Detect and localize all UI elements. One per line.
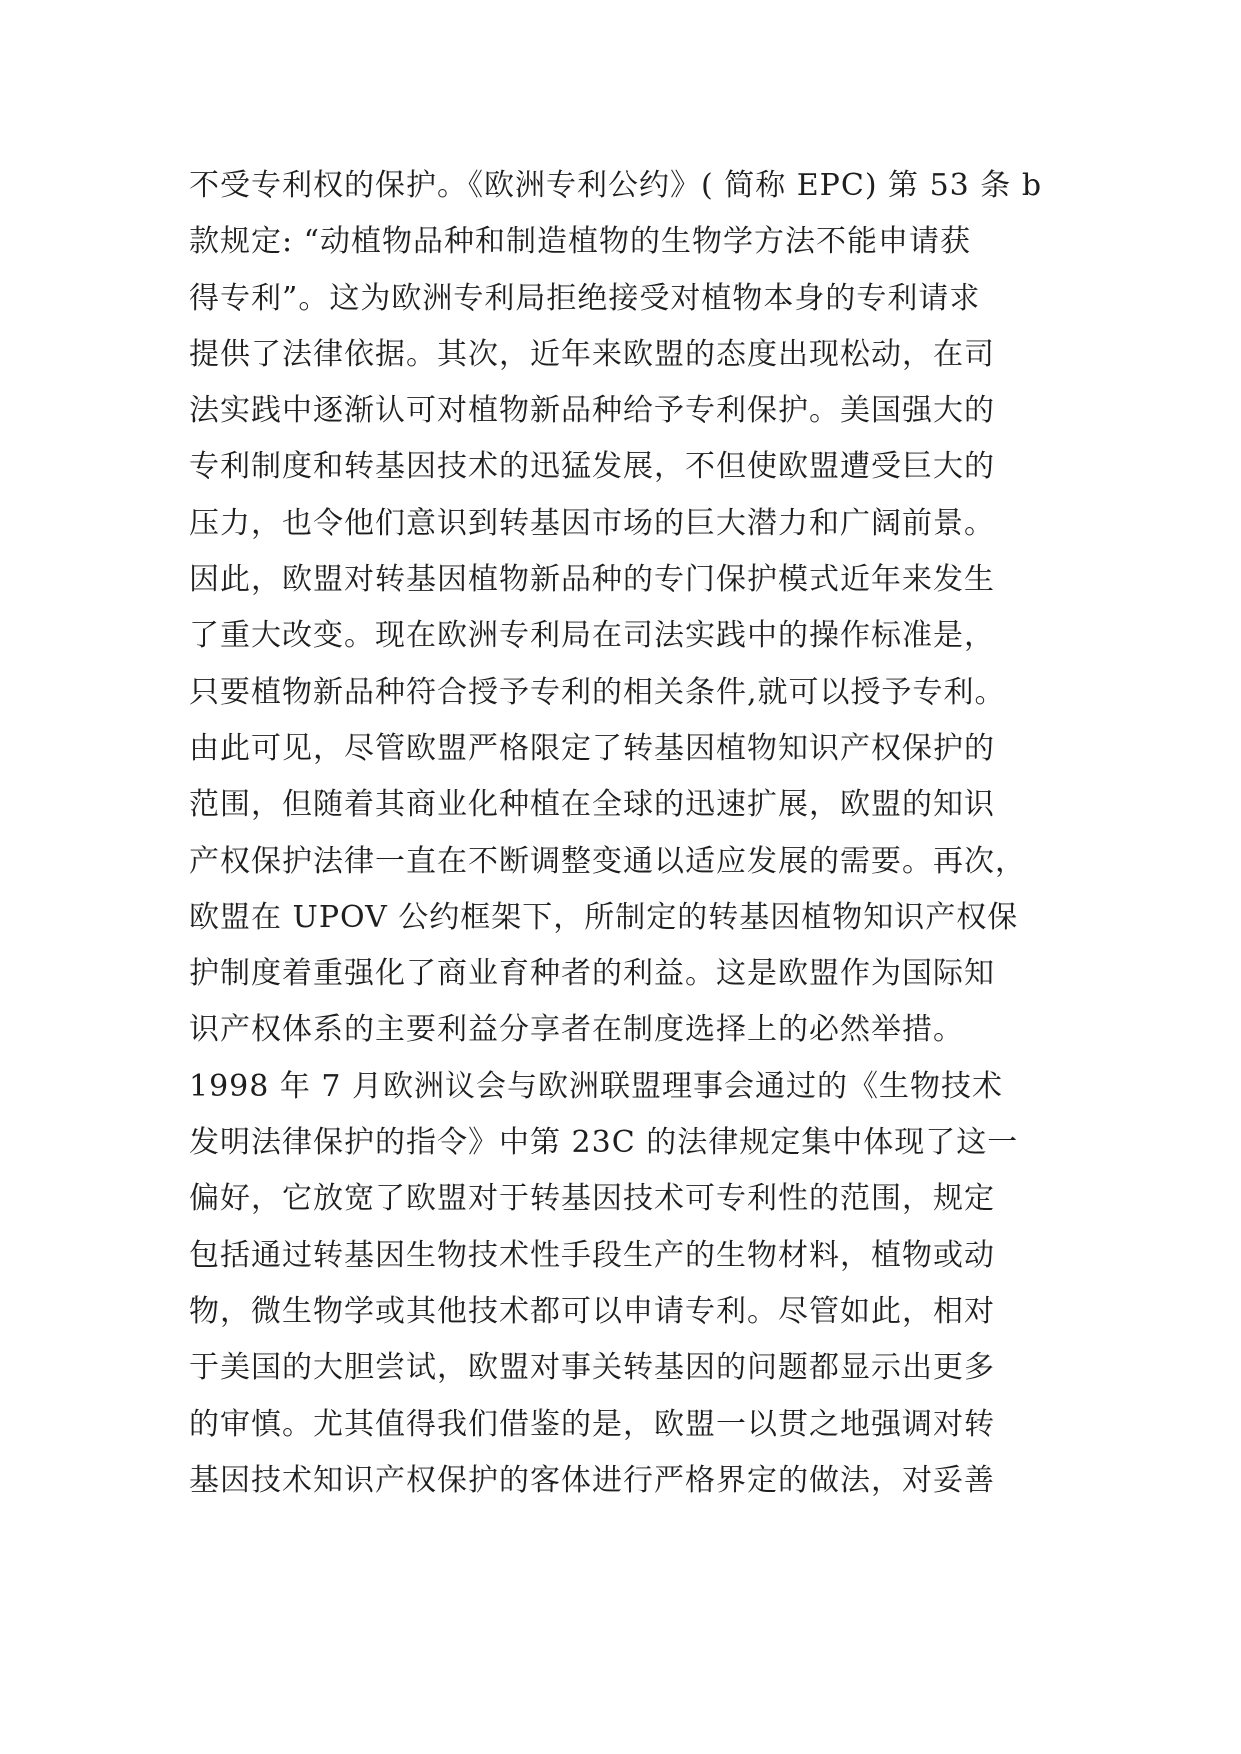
- text-line: 由此可见，尽管欧盟严格限定了转基因植物知识产权保护的: [189, 730, 995, 766]
- text-line: 款规定: “动植物品种和制造植物的生物学方法不能申请获: [189, 224, 971, 260]
- text-line: 只要植物新品种符合授予专利的相关条件,就可以授予专利。: [189, 674, 1006, 710]
- text-line: 1998 年 7 月欧洲议会与欧洲联盟理事会通过的《生物技术: [189, 1068, 1004, 1104]
- text-line: 护制度着重强化了商业育种者的利益。这是欧盟作为国际知: [189, 956, 995, 992]
- text-line: 法实践中逐渐认可对植物新品种给予专利保护。美国强大的: [189, 393, 995, 429]
- text-line: 专利制度和转基因技术的迅猛发展，不但使欧盟遭受巨大的: [189, 449, 995, 485]
- body-text: [189, 158, 1069, 1509]
- text-line: 物，微生物学或其他技术都可以申请专利。尽管如此，相对: [189, 1293, 995, 1329]
- text-line: 了重大改变。现在欧洲专利局在司法实践中的操作标准是，: [189, 618, 995, 654]
- text-line: 不受专利权的保护。《欧洲专利公约》( 简称 EPC) 第 53 条 b: [189, 168, 1043, 203]
- text-line: 得专利”。这为欧洲专利局拒绝接受对植物本身的专利请求: [189, 280, 981, 316]
- text-line: 产权保护法律一直在不断调整变通以适应发展的需要。再次，: [189, 843, 1026, 879]
- text-line: 范围，但随着其商业化种植在全球的迅速扩展，欧盟的知识: [189, 787, 995, 823]
- text-line: 的审慎。尤其值得我们借鉴的是，欧盟一以贯之地强调对转: [189, 1406, 995, 1442]
- text-line: 包括通过转基因生物技术性手段生产的生物材料，植物或动: [189, 1237, 995, 1273]
- text-line: 欧盟在 UPOV 公约框架下，所制定的转基因植物知识产权保: [189, 899, 1019, 935]
- text-line: 基因技术知识产权保护的客体进行严格界定的做法，对妥善: [189, 1462, 995, 1498]
- text-line: 提供了法律依据。其次，近年来欧盟的态度出现松动，在司: [189, 336, 995, 372]
- text-line: 发明法律保护的指令》中第 23C 的法律规定集中体现了这一: [189, 1125, 1019, 1161]
- text-line: 因此，欧盟对转基因植物新品种的专门保护模式近年来发生: [189, 562, 995, 598]
- text-line: 识产权体系的主要利益分享者在制度选择上的必然举措。: [189, 1012, 964, 1048]
- text-line: 压力，也令他们意识到转基因市场的巨大潜力和广阔前景。: [189, 505, 995, 541]
- text-line: 于美国的大胆尝试，欧盟对事关转基因的问题都显示出更多: [189, 1350, 995, 1386]
- text-line: 偏好，它放宽了欧盟对于转基因技术可专利性的范围，规定: [189, 1181, 995, 1217]
